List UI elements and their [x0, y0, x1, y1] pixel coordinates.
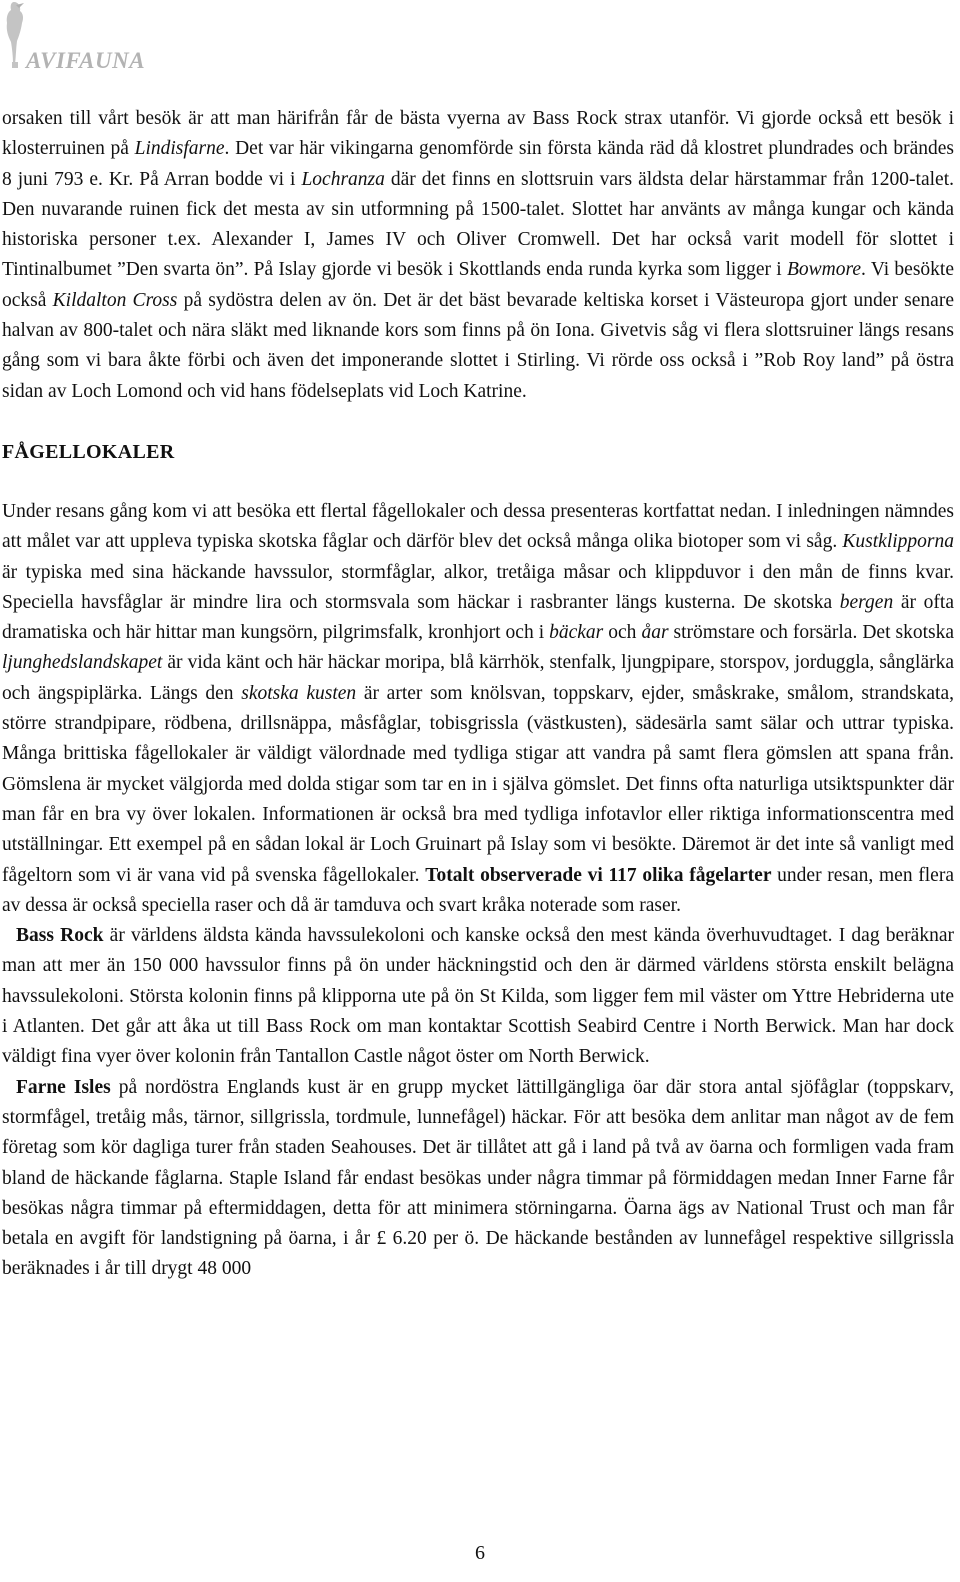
farne-isles-paragraph: Farne Isles på nordöstra Englands kust är en grupp mycket lättillgängliga öar där stora antal sjöfåglar (toppskarv, stormfågel, tretåig mås, tärnor, sillgrissla, tordmule, lunnefågel) häckar. För att besöka dem anlitar man något av de fem företag som kör dagliga turer från staden Seahouses. Det är tillåtet att gå i land på två av öarna och formligen vada fram bland de häckande fåglarna. Staple Island får endast besökas under några timmar på förmiddagen medan Inner Farne får besökas några timmar på eftermiddagen, detta för att minimera störningarna. Öarna ägs av National Trust och man får betala en avgift för landstigning på öarna, i år £ 6.20 per ö. De häckande bestånden av lunnefågel respektive sillgrissla beräknades i år till drygt 48 000: [2, 1076, 954, 1280]
intro-paragraph: orsaken till vårt besök är att man härifrån får de bästa vyerna av Bass Rock strax utanför. Vi gjorde också ett besök i klosterruinen på Lindisfarne. Det var här vikingarna genomförde sin första kända räd då klostret plundrades och brändes 8 juni 793 e. Kr. På Arran bodde vi i Lochranza där det finns en slottsruin vars äldsta delar härstammar från 1200-talet. Den nuvarande ruinen fick det mesta av sin utformning på 1500-talet. Slottet har använts av många kungar och kända historiska personer t.ex. Alexander I, James IV och Oliver Cromwell. Det har också varit modell för slottet i Tintinalbumet ”Den svarta ön”. På Islay gjorde vi besök i Skottlands enda runda kyrka som ligger i Bowmore. Vi besökte också Kildalton Cross på sydöstra delen av ön. Det är det bäst bevarade keltiska korset i Västeuropa gjort under senare halvan av 800-talet och nära släkt med liknande kors som finns på ön Iona. Givetvis såg vi flera slottsruiner längs resans gång som vi bara åkte förbi och även det imponerande slottet i Stirling. Vi rörde oss också i ”Rob Roy land” på östra sidan av Loch Lomond och vid hans födelseplats vid Loch Katrine.: [2, 108, 954, 402]
farne-isles-title: Farne Isles: [16, 1076, 111, 1098]
page-number: 6: [475, 1542, 485, 1564]
bass-rock-paragraph: Bass Rock är världens äldsta kända havssulekoloni och kanske också den mest kända överhuvudtaget. I dag beräknar man att mer än 150 000 havssulor finns på ön under häckningstid och den är därmed världens största enskilt belägna havssulekoloni. Största kolonin finns på klipporna ute på ön St Kilda, som ligger fem mil väster om Yttre Hebriderna ute i Atlanten. Det går att åka ut till Bass Rock om man kontaktar Scottish Seabird Centre i North Berwick. Man har dock väldigt fina vyer över kolonin från Tantallon Castle något öster om North Berwick.: [2, 925, 954, 1068]
logo-text: AVIFAUNA: [26, 48, 146, 73]
bass-rock-title: Bass Rock: [16, 925, 104, 947]
section-heading: FÅGELLOKALER: [2, 440, 175, 463]
bird-sites-paragraph: Under resans gång kom vi att besöka ett flertal fågellokaler och dessa presenteras kortfattat nedan. I inledningen nämndes att målet var att uppleva typiska skotska fåglar och därför blev det också många olika biotoper som vi såg. Kustklipporna är typiska med sina häckande havssulor, stormfåglar, alkor, tretåiga måsar och klippduvor i den mån de finns kvar. Speciella havsfåglar är mindre lira och stormsvala som häckar i rasbranter längs kusterna. De skotska bergen är ofta dramatiska och här hittar man kungsörn, pilgrimsfalk, kronhjort och i bäckar och åar strömstare och forsärla. Det skotska ljunghedslandskapet är vida känt och här häckar moripa, blå kärrhök, stenfalk, ljungpipare, storspov, jorduggla, sånglärka och ängspiplärka. Längs den skotska kusten är arter som knölsvan, toppskarv, ejder, småskrake, smålom, strandskata, större strandpipare, rödbena, drillsnäppa, måsfåglar, tobisgrissla (västkusten), sädesärla samt sälar och uttrar typiska. Många brittiska fågellokaler är väldigt välordnade med tydliga stigar att vandra på samt flera gömslen att spana från. Gömslena är mycket välgjorda med dolda stigar som tar en in i själva gömslet. Det finns ofta naturliga utsiktspunkter där man får en bra vy över lokalen. Informationen är också bra med tydliga infotavlor eller riktiga informationscentra med utställningar. Ett exempel på en sådan lokal är Loch Gruinart på Islay som vi besökte. Däremot är det inte så vanligt med fågeltorn som vi är vana vid på svenska fågellokaler. Totalt observerade vi 117 olika fågelarter under resan, men flera av dessa är också speciella raser och då är tamduva och svart kråka noterade som raser.: [2, 500, 954, 916]
document-body: [2, 104, 954, 1285]
bird-silhouette-icon: [2, 0, 28, 72]
avifauna-logo: [0, 0, 200, 80]
